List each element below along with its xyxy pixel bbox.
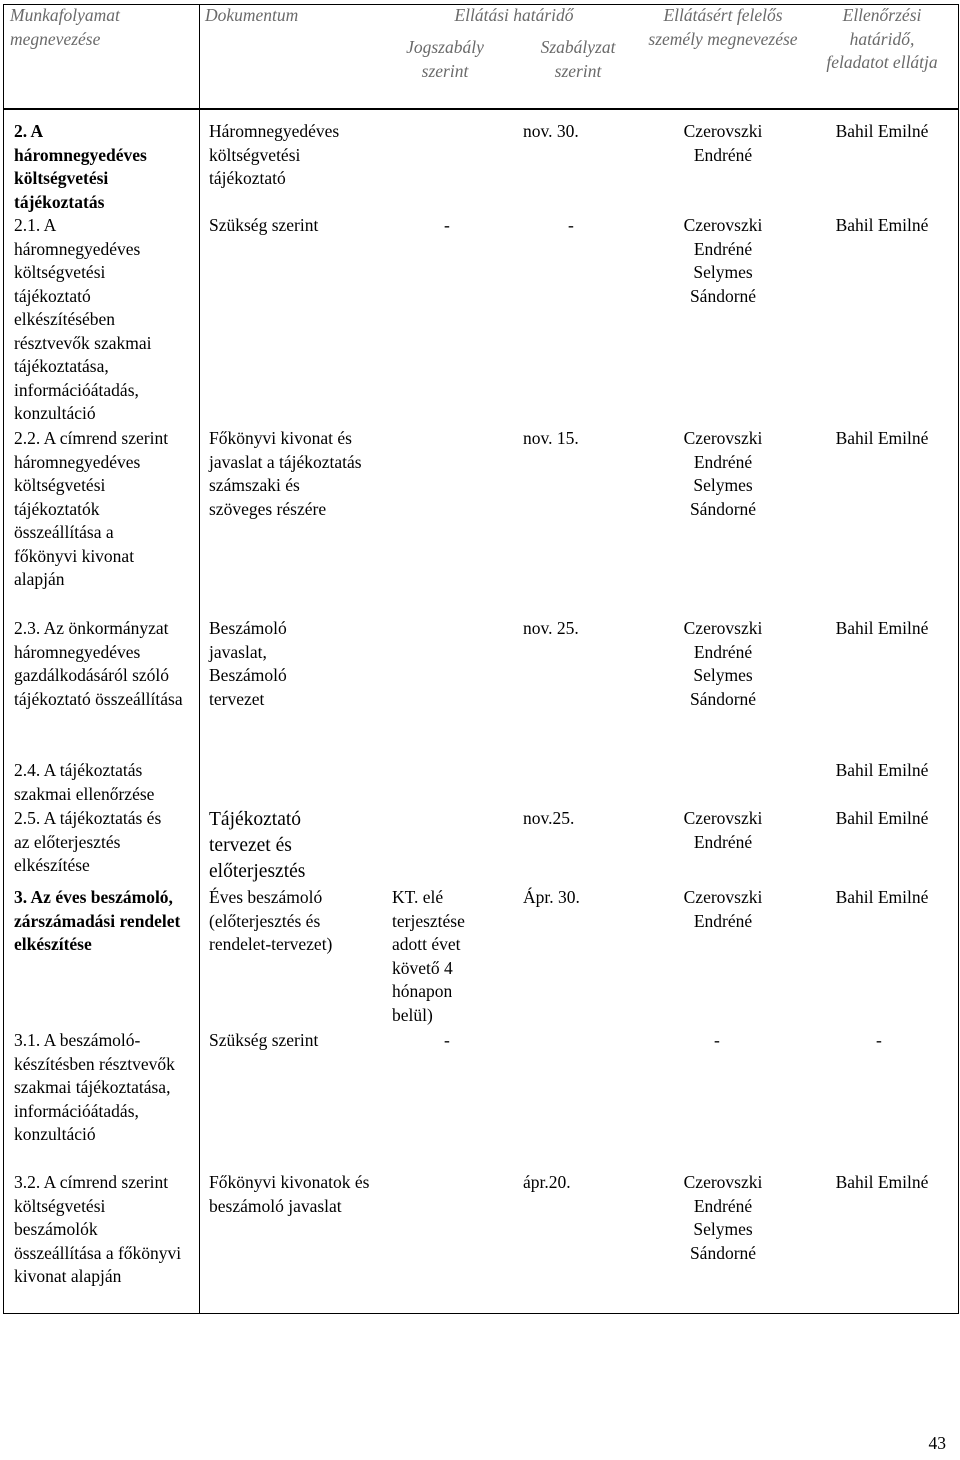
table-border-right [958,4,959,1314]
controller-cell: Bahil Emilné [835,428,929,448]
table-border-bottom [3,1313,958,1314]
table-border-left [3,4,4,1314]
deadline-rule-cell: ápr.20. [523,1172,571,1192]
controller-cell: Bahil Emilné [835,760,929,780]
controller-cell: Bahil Emilné [835,121,929,141]
header-deadline-law: Jogszabály szerint [406,37,484,81]
table-border-top [3,4,958,5]
header-responsible: Ellátásért felelős személy megnevezése [648,5,798,49]
document-cell: Háromnegyedéves költségvetési tájékoztató [209,121,340,188]
controller-cell: Bahil Emilné [835,215,929,235]
deadline-rule-cell: nov.25. [523,808,575,828]
process-cell: 2.3. Az önkormányzat háromnegyedéves gazdálkodásáról szóló tájékoztató összeállítása [14,618,183,709]
controller-cell: Bahil Emilné [835,618,929,638]
process-cell: 2.4. A tájékoztatás szakmai ellenőrzése [14,760,155,804]
responsible-cell: Czerovszki Endréné [683,121,763,165]
responsible-cell: Czerovszki Endréné Selymes Sándorné [683,618,763,709]
header-deadline-rule: Szabályzat szerint [540,37,616,81]
document-cell: Szükség szerint [209,215,319,235]
process-cell: 2.1. A háromnegyedéves költségvetési tájékoztató elkészítésében résztvevők szakmai tájékoztatása, információátadás, konzultáció [14,215,152,423]
process-cell: 2.2. A címrend szerint háromnegyedéves költségvetési tájékoztatók összeállítása a főkönyvi kivonat alapján [14,428,169,589]
deadline-rule-cell: nov. 25. [523,618,579,638]
deadline-rule-cell: nov. 30. [523,121,579,141]
process-cell: 2.5. A tájékoztatás és az előterjesztés elkészítése [14,808,162,875]
responsible-cell: - [714,1030,720,1050]
document-cell: Szükség szerint [209,1030,319,1050]
process-cell: 2. A háromnegyedéves költségvetési tájékoztatás [14,121,147,212]
responsible-cell: Czerovszki Endréné [683,808,763,852]
responsible-cell: Czerovszki Endréné Selymes Sándorné [683,428,763,519]
document-cell: Főkönyvi kivonatok és beszámoló javaslat [209,1172,370,1216]
responsible-cell: Czerovszki Endréné Selymes Sándorné [683,1172,763,1263]
controller-cell: - [876,1030,882,1050]
process-cell: 3.1. A beszámoló-készítésben résztvevők szakmai tájékoztatása, információátadás, konzultáció [14,1030,175,1144]
controller-cell: Bahil Emilné [835,1172,929,1192]
controller-cell: Bahil Emilné [835,808,929,828]
responsible-cell: Czerovszki Endréné [683,887,763,931]
deadline-law-cell: - [444,215,450,235]
header-divider [3,108,958,110]
table-header [0,4,960,108]
deadline-rule-cell: nov. 15. [523,428,579,448]
process-cell: 3. Az éves beszámoló, zárszámadási rendelet elkészítése [14,887,181,954]
document-cell: Főkönyvi kivonat és javaslat a tájékoztatás számszaki és szöveges részére [209,428,362,519]
header-document: Dokumentum [205,5,299,25]
document-cell: Éves beszámoló (előterjesztés és rendelet-tervezet) [209,887,333,954]
document-cell: Tájékoztató tervezet és előterjesztés [209,809,306,882]
header-controller: Ellenőrzési határidő, feladatot ellátja [826,5,938,72]
document-cell: Beszámoló javaslat, Beszámoló tervezet [209,618,287,709]
process-cell: 3.2. A címrend szerint költségvetési beszámolók összeállítása a főkönyvi kivonat alapján [14,1172,182,1286]
deadline-rule-cell: - [568,215,574,235]
responsible-cell: Czerovszki Endréné Selymes Sándorné [683,215,763,306]
page-number: 43 [928,1433,946,1453]
header-deadline-group: Ellátási határidő [454,5,574,25]
deadline-rule-cell: Ápr. 30. [523,887,580,907]
deadline-law-cell: - [444,1030,450,1050]
column-divider-1 [199,4,200,1314]
header-process: Munkafolyamat megnevezése [10,5,120,49]
deadline-law-cell: KT. elé terjesztése adott évet követő 4 hónapon belül) [392,887,465,1025]
controller-cell: Bahil Emilné [835,887,929,907]
